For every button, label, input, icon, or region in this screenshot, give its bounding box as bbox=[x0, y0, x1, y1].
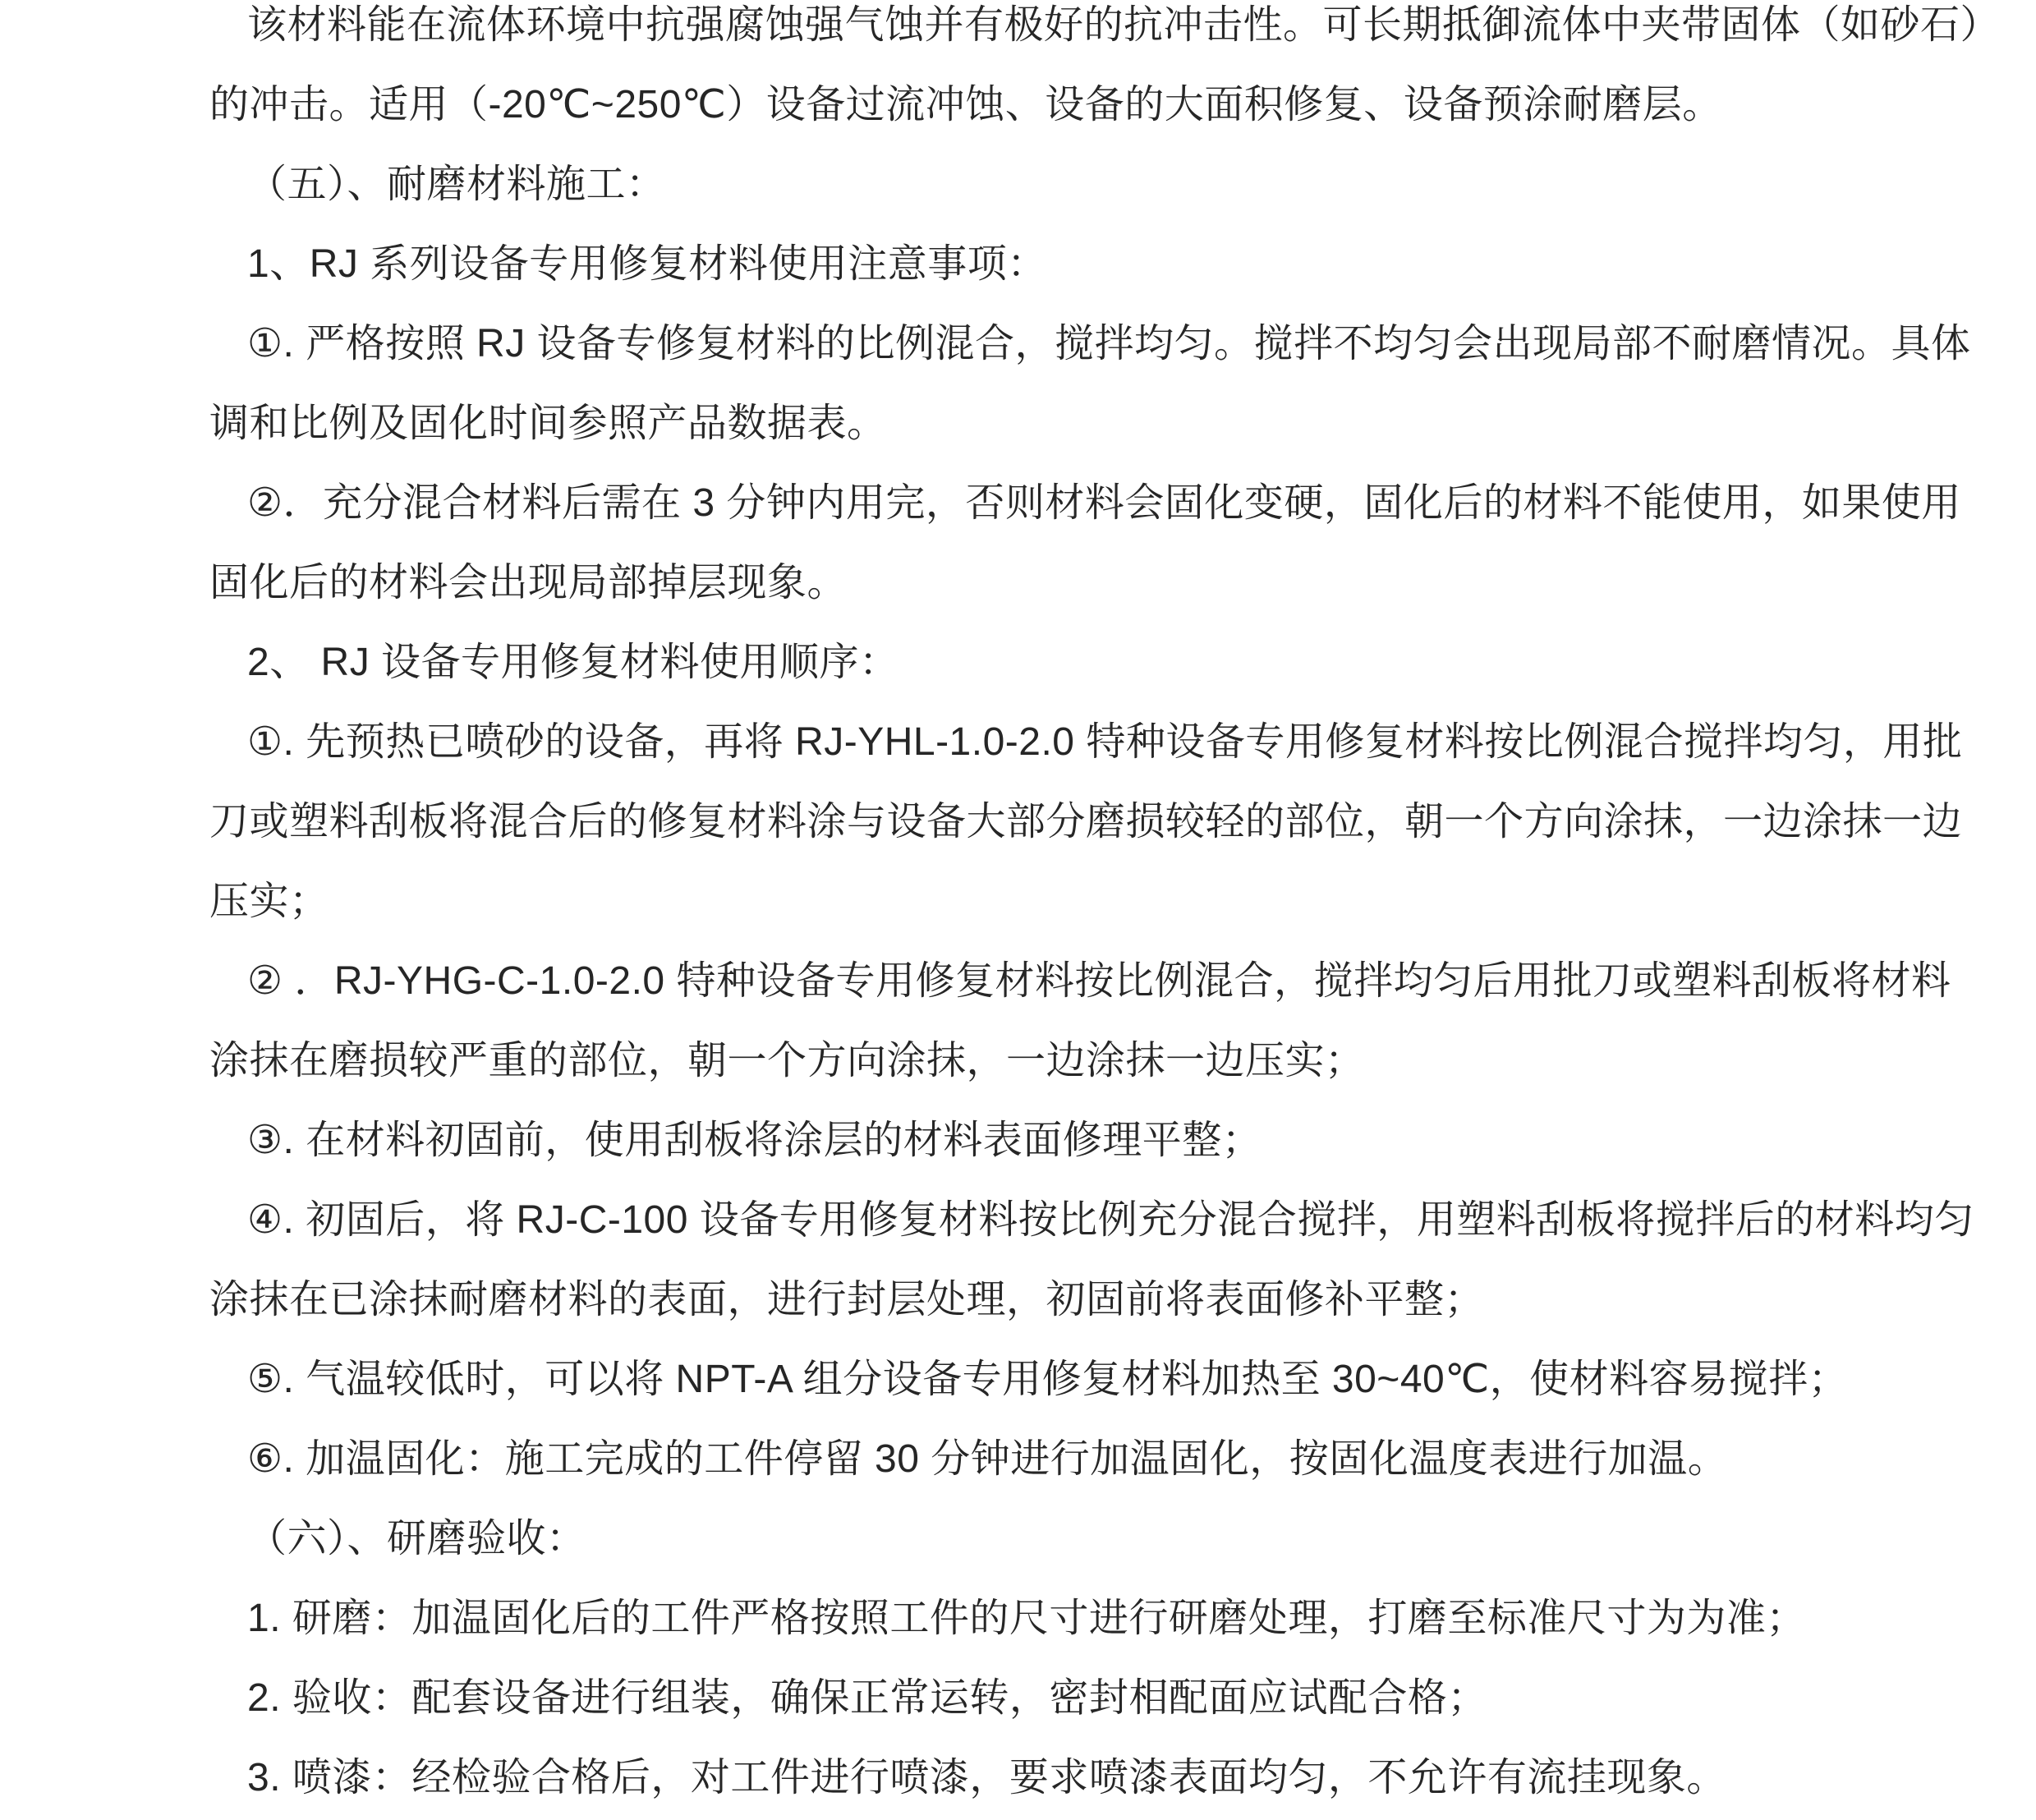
list-item: 1、RJ 系列设备专用修复材料使用注意事项： bbox=[247, 242, 1047, 286]
list-item: ⑤. 气温较低时，可以将 NPT-A 组分设备专用修复材料加热至 30~40℃，使材料容易搅拌； bbox=[247, 1358, 1849, 1401]
text-line: 调和比例及固化时间参照产品数据表。 bbox=[209, 402, 887, 445]
section-heading: （五）、耐磨材料施工： bbox=[247, 163, 666, 206]
list-item: 3. 喷漆：经检验合格后，对工件进行喷漆，要求喷漆表面均匀，不允许有流挂现象。 bbox=[247, 1756, 1726, 1799]
list-item: ② ．RJ-YHG-C-1.0-2.0 特种设备专用修复材料按比例混合，搅拌均匀后用批刀或塑料刮板将材料 bbox=[247, 959, 1951, 1003]
list-item: 1. 研磨：加温固化后的工件严格按照工件的尺寸进行研磨处理，打磨至标准尺寸为为准； bbox=[247, 1597, 1806, 1640]
text-line: 固化后的材料会出现局部掉层现象。 bbox=[209, 561, 848, 604]
text-line: 该材料能在流体环境中抗强腐蚀强气蚀并有极好的抗冲击性。可长期抵御流体中夹带固体（如砂石） bbox=[247, 3, 2001, 47]
text-line: 涂抹在已涂抹耐磨材料的表面，进行封层处理，初固前将表面修补平整； bbox=[209, 1278, 1485, 1321]
document-text-block bbox=[209, 2, 2001, 1820]
list-item: ①. 先预热已喷砂的设备，再将 RJ-YHL-1.0-2.0 特种设备专用修复材料按比例混合搅拌均匀，用批 bbox=[247, 720, 1963, 764]
list-item: ②．充分混合材料后需在 3 分钟内用完，否则材料会固化变硬，固化后的材料不能使用，如果使用 bbox=[247, 481, 1961, 525]
list-item: ③. 在材料初固前，使用刮板将涂层的材料表面修理平整； bbox=[247, 1119, 1262, 1162]
list-item: 2. 验收：配套设备进行组装，确保正常运转，密封相配面应试配合格； bbox=[247, 1676, 1487, 1720]
text-line: 涂抹在磨损较严重的部位，朝一个方向涂抹，一边涂抹一边压实； bbox=[209, 1039, 1365, 1082]
list-item: ⑥. 加温固化：施工完成的工件停留 30 分钟进行加温固化，按固化温度表进行加温。 bbox=[247, 1437, 1728, 1481]
list-item: ①. 严格按照 RJ 设备专修复材料的比例混合，搅拌均匀。搅拌不均匀会出现局部不耐磨情况。具体 bbox=[247, 322, 1971, 365]
text-line: 的冲击。适用（-20℃~250℃）设备过流冲蚀、设备的大面积修复、设备预涂耐磨层。 bbox=[209, 83, 1722, 126]
text-line: 压实； bbox=[209, 880, 329, 923]
section-heading: （六）、研磨验收： bbox=[247, 1517, 586, 1560]
list-item: 2、 RJ 设备专用修复材料使用顺序： bbox=[247, 641, 899, 684]
list-item: ④. 初固后，将 RJ-C-100 设备专用修复材料按比例充分混合搅拌，用塑料刮板将搅拌后的材料均匀 bbox=[247, 1198, 1974, 1242]
text-line: 刀或塑料刮板将混合后的修复材料涂与设备大部分磨损较轻的部位，朝一个方向涂抹，一边涂抹一边 bbox=[209, 800, 1963, 843]
